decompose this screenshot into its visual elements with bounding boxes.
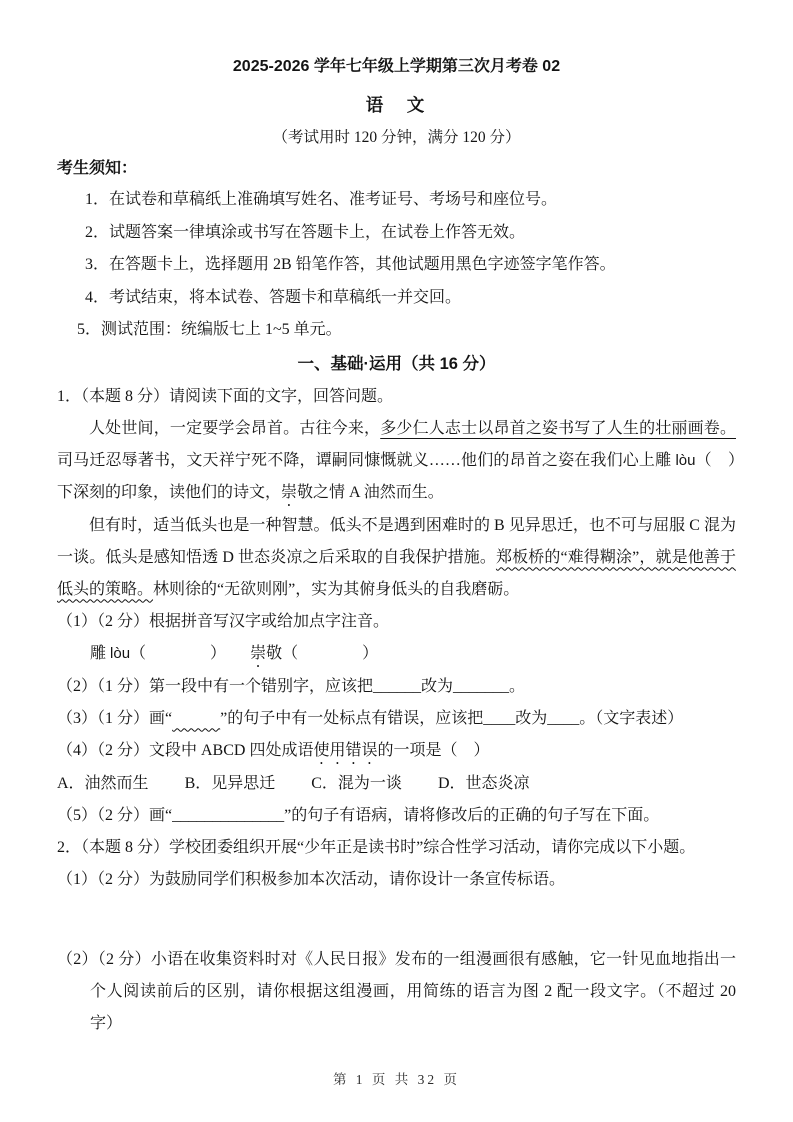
passage-paragraph-1: [57, 413, 736, 510]
q2-sub1: （1）（2 分）为鼓励同学们积极参加本次活动，请你设计一条宣传标语。: [57, 870, 566, 888]
q1-sub1-label: （1）（2 分）根据拼音写汉字或给加点字注音。: [57, 612, 390, 630]
notice-item-2: 2．试题答案一律填涂或书写在答题卡上，在试卷上作答无效。: [85, 223, 526, 241]
underlined-sentence: 多少仁人志士以昂首之姿书写了人生的壮丽画卷。: [380, 419, 736, 437]
answer-blank-space: [57, 896, 736, 944]
page-title: 2025-2026 学年七年级上学期第三次月考卷 02: [232, 58, 561, 75]
emphasized-phrase: 使用错误: [313, 741, 378, 759]
emphasized-char: 崇: [250, 644, 267, 662]
passage-text: （ ）下深刻的印象，读他们的诗文，: [57, 451, 736, 501]
passage-text: 人处世间，一定要学会昂首。古往今来，: [89, 419, 381, 437]
option-a: A．油然而生: [57, 774, 149, 792]
section-heading: 一、基础·运用（共 16 分）: [297, 354, 496, 373]
question-2-stem: 2．（本题 8 分）学校团委组织开展“少年正是读书时”综合性学习活动，请你完成以下小题。: [57, 838, 696, 856]
question-1-stem: 1．（本题 8 分）请阅读下面的文字，回答问题。: [57, 387, 394, 405]
passage-paragraph-2: [57, 510, 736, 606]
option-c: C．混为一谈: [311, 774, 402, 792]
wavy-underlined-sentence: 郑板桥的“难得糊涂”，就是他善于低头的策略。: [57, 548, 736, 598]
notice-item-4: 4．考试结束，将本试卷、答题卡和草稿纸一并交回。: [85, 288, 462, 306]
answer-row-text: （ ）: [130, 644, 251, 662]
notice-item-1: 1．在试卷和草稿纸上准确填写姓名、准考证号、考场号和座位号。: [85, 191, 558, 208]
answer-row-text: 敬（ ）: [266, 644, 379, 662]
notice-item-5: 5．测试范围：统编版七上 1~5 单元。: [77, 321, 342, 338]
q1-sub5: （5）（2 分）画“______________”的句子有语病，请将修改后的正确的句子写在下面。: [57, 806, 660, 824]
sub3-text: （3）（1 分）画“: [57, 709, 173, 727]
q1-sub2: （2）（1 分）第一段中有一个错别字，应该把______改为_______。: [57, 677, 526, 695]
sub3-text: ”的句子中有一处标点有错误，应该把____改为____。（文字表述）: [220, 709, 684, 727]
option-b: B．见异思迁: [184, 774, 276, 792]
q1-sub4-options: [57, 768, 736, 800]
emphasized-char: 崇: [281, 483, 298, 501]
wavy-blank: [172, 710, 220, 727]
pinyin-annotation: lòu: [675, 451, 696, 469]
q1-sub3: [57, 703, 736, 735]
sub4-text: （4）（2 分）文段中 ABCD 四处成语: [57, 741, 314, 759]
pinyin-annotation: lòu: [110, 644, 131, 662]
passage-text: 但有时，适当低头也是一种智慧。低头不是遇到困难时的 B 见异思迁，也不可与屈服 C 混为一谈。低头是感知悟透 D 世态炎凉之后采取的自我保护措施。: [57, 516, 736, 566]
q1-sub1-answer-row: [57, 638, 736, 671]
passage-text: 林则徐的“无欲则刚”，实为其俯身低头的自我磨砺。: [153, 580, 520, 598]
sub4-text: 的一项是（ ）: [377, 741, 490, 759]
notice-heading: 考生须知：: [57, 160, 138, 177]
option-d: D．世态炎凉: [437, 774, 530, 792]
answer-row-text: 雕: [90, 644, 111, 662]
q2-sub2: （2）（2 分）小语在收集资料时对《人民日报》发布的一组漫画很有感触，它一针见血地指出一个人阅读前后的区别，请你根据这组漫画，用简练的语言为图 2 配一段文字。（不超过 20 字）: [57, 950, 736, 1032]
q1-sub4: [57, 735, 736, 768]
exam-info: （考试用时 120 分钟，满分 120 分）: [272, 129, 521, 146]
notice-item-3: 3．在答题卡上，选择题用 2B 铅笔作答，其他试题用黑色字迹签字笔作答。: [85, 256, 616, 273]
page-number-footer: 第 1 页 共 32 页: [332, 1072, 461, 1087]
passage-text: 司马迁忍辱著书，文天祥宁死不降，谭嗣同慷慨就义……他们的昂首之姿在我们心上雕: [57, 451, 676, 469]
passage-text: 敬之情 A 油然而生。: [297, 483, 444, 501]
subject-title: 语 文: [365, 95, 428, 115]
